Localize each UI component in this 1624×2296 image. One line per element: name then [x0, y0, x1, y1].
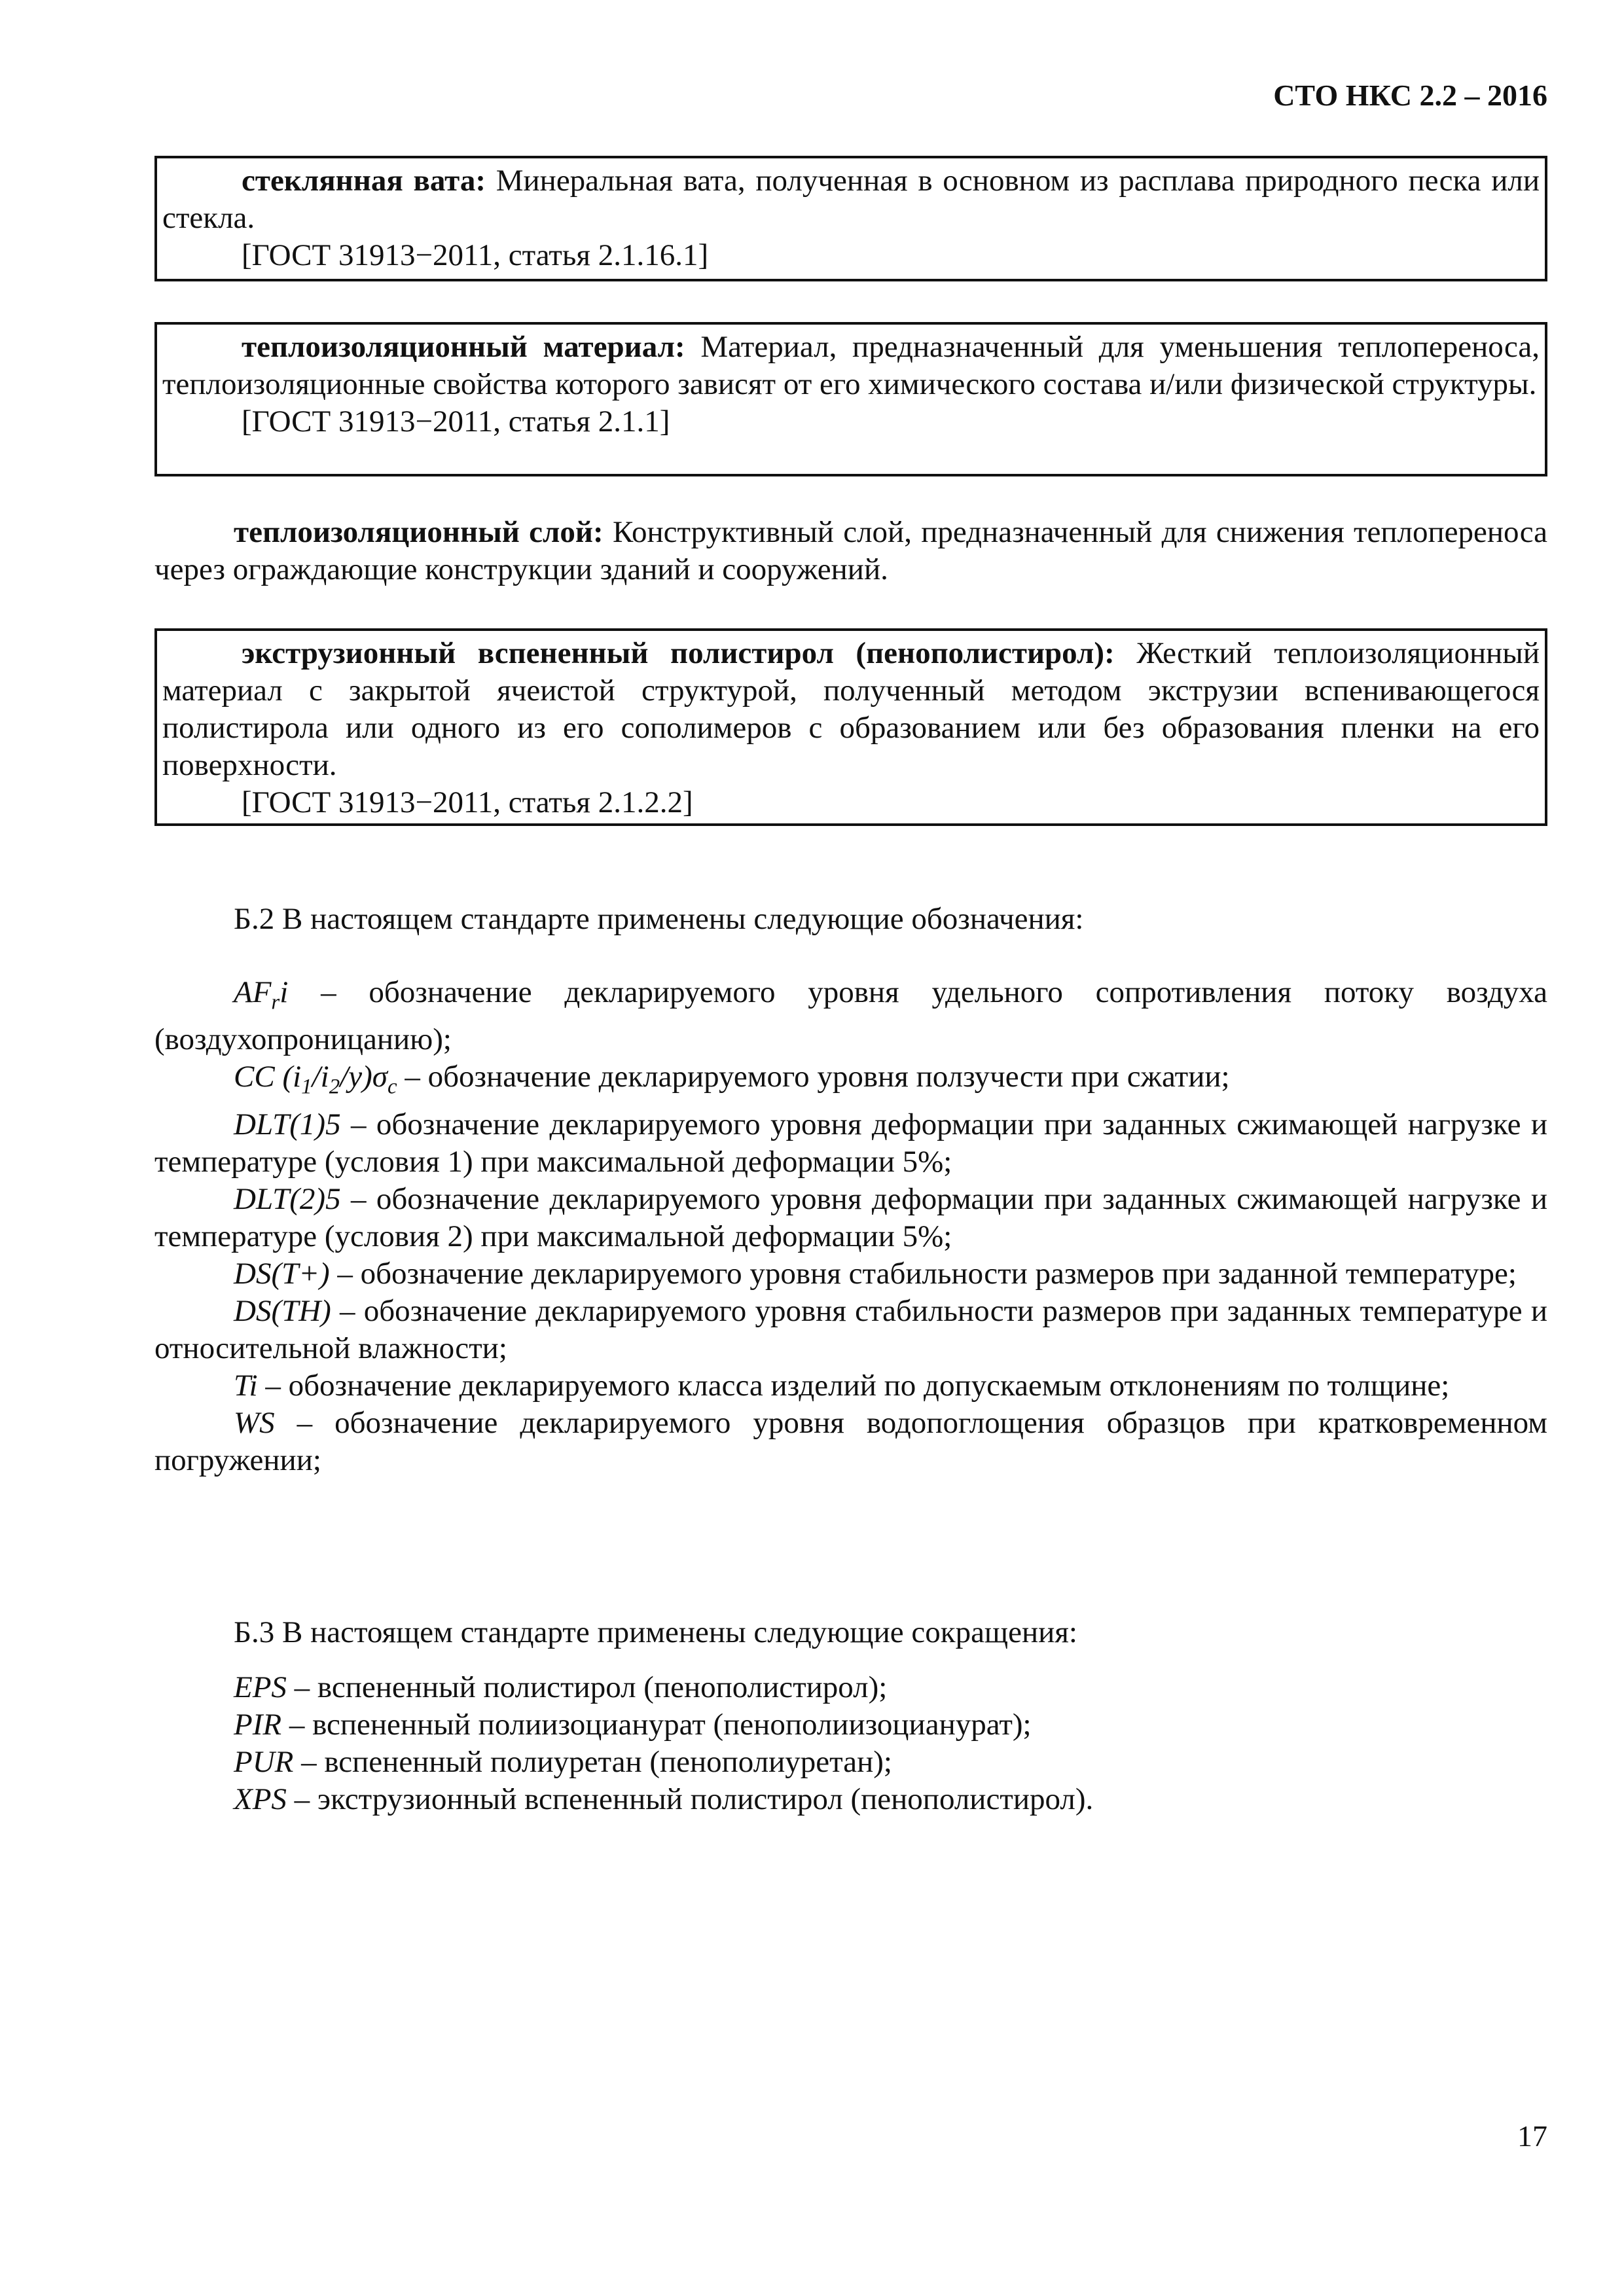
symbol-name: Ti [234, 1368, 266, 1403]
term-title: экструзионный вспененный полистирол (пенополистирол): [242, 636, 1115, 670]
symbol-item [154, 1255, 1547, 1293]
abbr-desc: – вспененный полиизоцианурат (пенополиизоцианурат); [281, 1708, 1032, 1742]
symbol-desc: – обозначение декларируемого уровня ползучести при сжатии; [397, 1060, 1230, 1094]
abbr-desc: – экструзионный вспененный полистирол (пенополистирол). [286, 1782, 1094, 1816]
symbol-name: $AF_ri$ [234, 975, 289, 1014]
symbol-item [154, 1106, 1547, 1181]
abbreviations-list [154, 1669, 1547, 1818]
symbol-item [154, 1367, 1547, 1405]
abbr-item [154, 1744, 1547, 1781]
term-title: теплоизоляционный материал: [242, 330, 685, 364]
abbr-name: PIR [234, 1708, 282, 1742]
abbr-name: XPS [234, 1782, 287, 1816]
symbol-desc: – обозначение декларируемого уровня деформации при заданных сжимающей нагрузке и температуре (условия 1) при максимальной деформации 5%; [154, 1107, 1547, 1179]
symbol-name: DS(TH) [234, 1293, 331, 1328]
symbol-item [154, 974, 1547, 1058]
section-heading: Б.3 В настоящем стандарте применены следующие сокращения: [234, 1615, 1077, 1649]
symbol-item [154, 1181, 1547, 1255]
symbol-desc: – обозначение декларируемого уровня водопоглощения образцов при кратковременном погружении; [154, 1405, 1547, 1477]
page-number: 17 [1517, 2119, 1547, 2153]
term-definition: Минеральная вата, полученная в основном из расплава природного песка или стекла. [162, 164, 1540, 235]
symbol-item [154, 1293, 1547, 1367]
symbol-item [154, 1058, 1547, 1105]
abbr-item [154, 1706, 1547, 1744]
symbol-desc: – обозначение декларируемого уровня стабильности размеров при заданных температуре и относительной влажности; [154, 1293, 1547, 1365]
symbol-name: DLT(1)5 [234, 1107, 341, 1141]
symbol-name: DS(T+) [234, 1256, 330, 1291]
symbol-name: DLT(2)5 [234, 1181, 341, 1216]
term-definition: Конструктивный слой, предназначенный для снижения теплопереноса через ограждающие конструкции зданий и сооружений. [154, 515, 1547, 586]
document-code-header: СТО НКС 2.2 – 2016 [1273, 79, 1547, 112]
term-box-xps [154, 628, 1547, 826]
term-paragraph [162, 325, 1540, 403]
term-insulation-layer [154, 514, 1547, 588]
section-heading: Б.2 В настоящем стандарте применены следующие обозначения: [234, 902, 1084, 936]
term-title: стеклянная вата: [242, 164, 486, 198]
term-source: [ГОСТ 31913−2011, статья 2.1.1] [242, 404, 670, 439]
symbol-name: WS [234, 1405, 275, 1440]
abbr-item [154, 1781, 1547, 1818]
abbr-item [154, 1669, 1547, 1706]
term-box-insulation-material [154, 322, 1547, 476]
section-b2-heading [154, 901, 1547, 938]
symbol-desc: – обозначение декларируемого уровня стабильности размеров при заданной температуре; [329, 1256, 1517, 1291]
abbr-name: EPS [234, 1670, 287, 1704]
section-b3-heading [154, 1614, 1547, 1651]
symbol-desc: – обозначение декларируемого класса изделий по допускаемым отклонениям по толщине; [265, 1368, 1450, 1403]
symbol-item [154, 1405, 1547, 1479]
symbols-list [154, 974, 1547, 1479]
symbol-desc: – обозначение декларируемого уровня деформации при заданных сжимающей нагрузке и температуре (условия 2) при максимальной деформации 5%; [154, 1181, 1547, 1253]
term-title: теплоизоляционный слой: [234, 515, 604, 549]
term-definition: Жесткий теплоизоляционный материал с закрытой ячеистой структурой, полученный методом экструзии вспенивающегося полистирола или одного из его сополимеров с образованием или без образования пленки на его поверхности. [162, 636, 1540, 782]
term-source: [ГОСТ 31913−2011, статья 2.1.2.2] [242, 785, 693, 819]
term-paragraph [162, 631, 1540, 784]
term-box-glass-wool [154, 156, 1547, 281]
symbol-name: CC $(i_1/i_2/y)\sigma_c$ [234, 1060, 397, 1099]
term-paragraph [162, 158, 1540, 237]
abbr-desc: – вспененный полистирол (пенополистирол); [286, 1670, 888, 1704]
term-source: [ГОСТ 31913−2011, статья 2.1.16.1] [242, 238, 709, 272]
symbol-desc: – обозначение декларируемого уровня удельного сопротивления потоку воздуха (воздухопроницанию); [154, 975, 1547, 1057]
term-paragraph [154, 514, 1547, 588]
term-definition: Материал, предназначенный для уменьшения теплопереноса, теплоизоляционные свойства которого зависят от его химического состава и/или физической структуры. [162, 330, 1540, 401]
abbr-name: PUR [234, 1745, 294, 1779]
abbr-desc: – вспененный полиуретан (пенополиуретан); [293, 1745, 892, 1779]
